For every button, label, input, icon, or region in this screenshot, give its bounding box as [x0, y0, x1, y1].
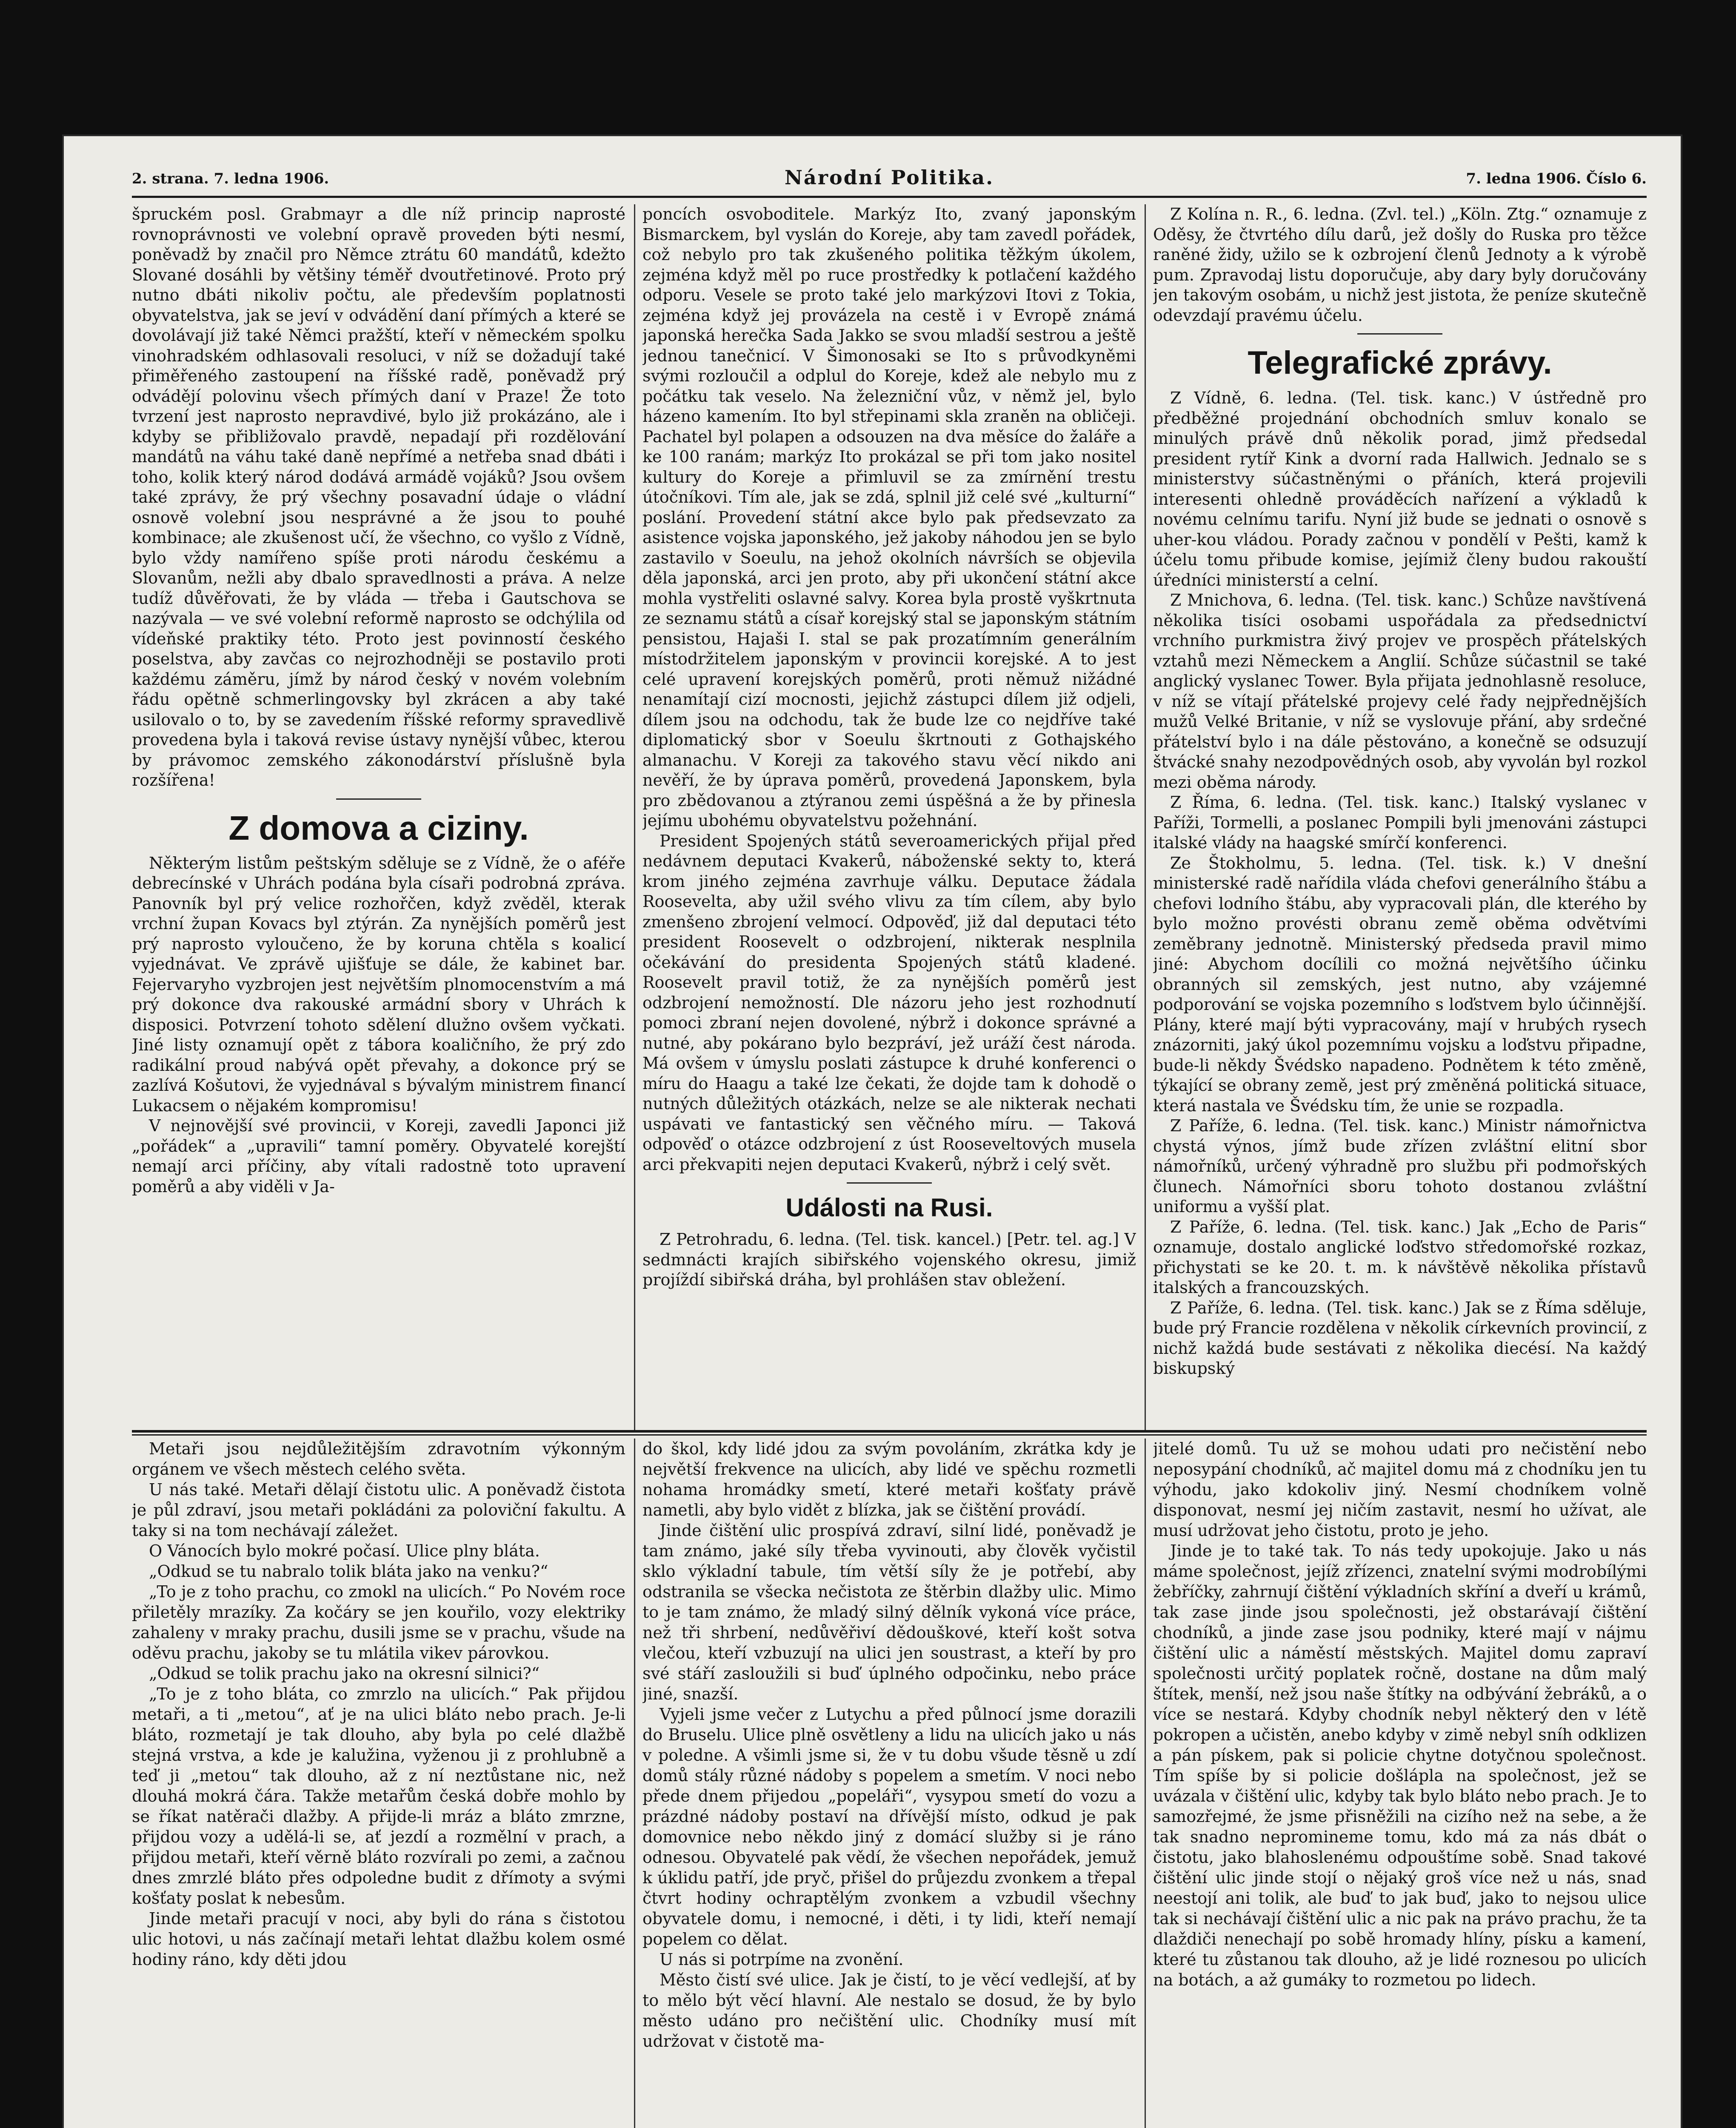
feuilleton-paragraph: „Odkud se tu nabralo tolik bláta jako na venku?“	[149, 1562, 548, 1581]
section-heading-domova: Z domova a ciziny.	[228, 809, 529, 847]
column-2	[642, 204, 1136, 1430]
telegram-paragraph: Z Paříže, 6. ledna. (Tel. tisk. kanc.) Jak se z Říma sděluje, bude prý Francie rozdělena v několik církevních provincií, z nichž každá bude sestávati z několika diecésí. Na každý biskupský	[1153, 1298, 1647, 1378]
feuilleton-paragraph: U nás také. Metaři dělají čistotu ulic. A poněvadž čistota je půl zdraví, jsou metaři pokládáni za poloviční fakultu. A taky si na tom nechávají záležet.	[132, 1480, 625, 1540]
feuilleton-paragraph: Jinde metaři pracují v noci, aby byli do rána s čistotou ulic hotovi, u nás začínají metaři lehtat dlažbu kolem osmé hodiny ráno, kdy děti jdou	[132, 1909, 625, 1969]
feuilleton-paragraph: Metaři jsou nejdůležitějším zdravotním výkonným orgánem ve všech městech celého světa.	[132, 1439, 625, 1479]
masthead-title: Národní Politika.	[784, 166, 994, 189]
article-paragraph: V nejnovější své provincii, v Koreji, zavedli Japonci již „pořádek“ a „upravili“ tamní poměry. Obyvatelé korejští nemají arci příčiny, aby vítali radostně toto upravení poměrů a aby viděli v Ja-	[132, 1116, 625, 1196]
newspaper-page	[64, 136, 1681, 2128]
telegram-paragraph: Ze Štokholmu, 5. ledna. (Tel. tisk. k.) V dnešní ministerské radě nařídila vláda chefovi generálního štábu a chefovi lodního štábu, aby vypracovali plán, dle kterého by bylo možno provésti obranu země oběma odvětvími zeměbrany jednotně. Ministerský předseda pravil mimo jiné: Abychom docílili co možná největšího účinku obranných sil zemských, jest nutno, aby vzájemné podporování se vojska pozemního s loďstvem bylo účinnější. Plány, které mají býti vypracovány, mají v hrubých rysech znázorniti, jaký úkol pozemnímu vojsku a loďstvu připadne, bude-li někdy Švédsko napadeno. Podnětem k této změně, týkající se obrany země, jest prý změněná politická situace, která nastala ve Švédsku tím, že unie se rozpadla.	[1153, 853, 1647, 1115]
feuilleton-paragraph: „Odkud se tolik prachu jako na okresní silnici?“	[149, 1664, 540, 1683]
telegram-paragraph: Z Paříže, 6. ledna. (Tel. tisk. kanc.) Ministr námořnictva chystá výnos, jímž bude zřízen zvláštní elitní sbor námořníků, určený výhradně pro službu při podmořských člunech. Námořníci sboru tohoto dostanou zvláštní uniformu a vyšší plat.	[1153, 1116, 1647, 1216]
feuilleton-column-2	[642, 1439, 1136, 2128]
section-divider	[336, 798, 421, 800]
feuilleton-column-1	[132, 1439, 625, 2128]
column-divider	[634, 1439, 635, 2128]
column-1	[132, 204, 625, 1430]
article-paragraph: poncích osvoboditele. Markýz Ito, zvaný japonským Bismarckem, byl vyslán do Koreje, aby tam zavedl pořádek, což nebylo pro tak zkušeného politika těžkým úkolem, zejména když měl po ruce prostředky k potlačení každého odporu. Vesele se proto také jelo markýzovi Itovi z Tokia, zejména když jej provázela na cestě i v Evropě známá japonská herečka Sada Jakko se svou mladší sestrou a ještě jednou tanečnicí. V Šimonosaki se Ito s průvodkyněmi svými rozloučil a odplul do Koreje, kdež ale nebylo mu z počátku tak veselo. Na železniční vůz, v němž jel, bylo házeno kamením. Ito byl střepinami skla zraněn na obličeji. Pachatel byl polapen a odsouzen na dva měsíce do žaláře a ke 100 ranám; markýz Ito prokázal se při tom jako nositel kultury do Koreje a přimluvil se za zmírnění trestu útočníkovi. Tím ale, jak se zdá, splnil již celé své „kulturní“ poslání. Provedení státní akce bylo pak předsevzato za asistence vojska japonského, jež jakoby náhodou jen se bylo zastavilo v Soeulu, na jehož okolních návrších se objevila děla japonská, arci jen proto, aby při ukončení státní akce mohla vystřeliti oslavné salvy. Korea byla prostě vyškrtnuta ze seznamu států a císař korejský stal se japonským státním pensistou, Hajaši I. stal se pak prozatímním generálním místodržitelem japonským v provincii korejské. A to jest celé upravení korejských poměrů, proti němuž nižádné nenamítají cizí mocnosti, jejichž zástupci dílem již odjeli, dílem jsou na odchodu, tak že bude lze co nejdříve také diplomatický sbor v Soeulu škrtnouti z Gothajského almanachu. V Koreji za takového stavu věcí nikdo ani nevěří, že by úprava poměrů, provedená Japonskem, byla pro zbědovanou a ztýranou zemi úspěšná a že by přinesla jejímu ubohému obyvatelstvu požehnání.	[642, 205, 1136, 830]
telegram-paragraph: Z Mnichova, 6. ledna. (Tel. tisk. kanc.) Schůze navštívená několika tisíci osobami uspořádala za předsednictví vrchního purkmistra živý projev ve prospěch přátelských vztahů mezi Německem a Anglií. Schůze súčastnil se také anglický vyslanec Tower. Byla přijata jednohlasně resoluce, v níž se vítají přátelské projevy celé řady nejpřednějších mužů Velké Britanie, v níž se vyslovuje přání, aby srdečné přátelství bylo i na dále pěstováno, a konečně se odsuzují štvácké snahy nezodpovědných osob, aby vyvolán byl rozkol mezi oběma národy.	[1153, 591, 1647, 792]
column-divider	[634, 204, 635, 1430]
telegram-paragraph: Z Říma, 6. ledna. (Tel. tisk. kanc.) Italský vyslanec v Paříži, Tormelli, a poslanec Pompili byli jmenováni zástupci italské vlády na haagské smírčí konferenci.	[1153, 793, 1647, 852]
article-paragraph: President Spojených států severoamerických přijal před nedávnem deputaci Kvakerů, náboženské sekty to, která krom jiného zejména zavrhuje válku. Deputace žádala Roosevelta, aby užil svého vlivu za tím cílem, aby bylo zmenšeno zbrojení velmocí. Odpověď, již dal deputaci této president Roosevelt o odzbrojení, nikterak nesplnila očekávání do presidenta Spojených států kladené. Roosevelt pravil totiž, že za nynějších poměrů jest odzbrojení nemožností. Dle názoru jeho jest rozhodnutí pomoci zbraní nejen dovolené, nýbrž i dokonce správné a nutné, aby pokárano bylo bezpráví, jež uráží čest národa. Má ovšem v úmyslu poslati zástupce k druhé konferenci o míru do Haagu a také lze čekati, že dojde tam k dohodě o nutných důležitých otázkách, nelze se ale nikterak nechati uspávati ve fantastický sen věčného míru. — Taková odpověď o otázce odzbrojení z úst Rooseveltových musela arci překvapiti nejen deputaci Kvakerů, nýbrž i celý svět.	[642, 831, 1136, 1174]
article-paragraph: Z Petrohradu, 6. ledna. (Tel. tisk. kancel.) [Petr. tel. ag.] V sedmnácti krajích sibiřského vojenského okresu, jimiž projíždí sibiřská dráha, byl prohlášen stav obležení.	[642, 1230, 1136, 1289]
feuilleton-column-3	[1153, 1439, 1647, 2128]
feuilleton-paragraph: Město čistí své ulice. Jak je čistí, to je věcí vedlejší, ať by to mělo být věcí hlavní. Ale nestalo se dosud, že by bylo město udáno pro nečištění ulic. Chodníky musí mít udržovat v čistotě ma-	[642, 1971, 1136, 2051]
column-divider	[1145, 204, 1146, 1430]
feuilleton-paragraph: „To je z toho bláta, co zmrzlo na ulicích.“ Pak přijdou metaři, a ti „metou“, ať je na ulici bláto nebo prach. Je-li bláto, rozmetají je tak dlouho, aby byla po celé dlažbě stejná vrstva, a kde je kalužina, vyženou ji z prohlubně a teď ji „metou“ tak dlouho, až z ní neztůstane nic, než dlouhá mokrá čára. Takže metařům česká dobře mohlo by se říkat natěrači dlažby. A přijde-li mráz a bláto zmrzne, přijdou vozy a udělá-li se, ať jezdí a rozmělní v prach, a přijdou metaři, kteří věrně bláto rozvírali po zemi, a začnou dnes zmrzlé bláto přes odpoledne budit z dřímoty a svými košťaty poslat k nebesům.	[132, 1685, 625, 1908]
telegram-paragraph: Z Paříže, 6. ledna. (Tel. tisk. kanc.) Jak „Echo de Paris“ oznamuje, dostalo anglické loďstvo středomořské rozkaz, přichystati se ke 20. t. m. k návštěvě několika přístavů italských a francouzských.	[1153, 1217, 1647, 1297]
section-divider	[847, 1182, 932, 1184]
section-heading-telegraficke: Telegrafické zprávy.	[1248, 345, 1552, 381]
feuilleton-paragraph: Vyjeli jsme večer z Lutychu a před půlnocí jsme dorazili do Bruselu. Ulice plně osvětleny a lidu na ulicích jako u nás v poledne. A všimli jsme si, že v tu dobu všude těsně u zdí domů stály různé nádoby s popelem a smetím. V noci nebo přede dnem přijedou „popeláři“, vysypou smetí do vozu a prázdné nádoby postaví na dřívější místo, odkud je pak domovnice nebo někdo jiný z domácí služby si je ráno odnesou. Obyvatelé pak vědí, že všechen nepořádek, jemuž k úklidu patří, jde pryč, přišel do průjezdu zvonkem a třepal čtvrt hodiny ochraptělým zvonkem a vzbudil všechny obyvatele domu, i nemocné, i děti, i ty lidi, kteří nemají popelem co dělat.	[642, 1705, 1136, 1948]
feuilleton-rule-top	[132, 1430, 1647, 1433]
feuilleton-paragraph: jitelé domů. Tu už se mohou udati pro nečistění nebo neposypání chodníků, ač majitel domu má z chodníku jen tu výhodu, jako kdokoliv jiný. Nesmí chodníkem volně disponovat, nesmí jej ničím zastavit, nesmí ho užívat, ale musí udržovat jeho čistotu, proto je jeho.	[1153, 1439, 1647, 1540]
article-paragraph: Některým listům peštským sděluje se z Vídně, že o aféře debrecínské v Uhrách podána byla císaři podrobná zpráva. Panovník byl prý velice rozhořčen, když zvěděl, kterak vrchní župan Kovacs byl ztýrán. Za nynějších poměrů jest prý naprosto vyloučeno, že by koruna chtěla s koalicí vyjednávat. Ve zprávě ujišťuje se dále, že kabinet bar. Fejervaryho vyzbrojen jest největším plnomocenstvím a má prý dokonce dva rakouské armádní sbory v Uhrách k disposici. Potvrzení tohoto sdělení dlužno ovšem vyčkati. Jiné listy oznamují opět z tábora koaličního, že prý zdo radikální proud nabývá opět převahy, a dokonce prý se zazlívá Košutovi, že vyjednával s bývalým ministrem financí Lukacsem o nějakém kompromisu!	[132, 853, 625, 1115]
feuilleton-paragraph: „To je z toho prachu, co zmokl na ulicích.“ Po Novém roce přiletěly mrazíky. Za kočáry se jen kouřilo, vozy elektriky zahaleny v mraky prachu, dusili jsme se v prachu, všude na oděvu prachu, jakoby se tu mlátila vikev párovkou.	[132, 1582, 625, 1662]
column-divider	[1145, 1439, 1146, 2128]
column-3	[1153, 204, 1647, 1430]
telegram-paragraph: Z Vídně, 6. ledna. (Tel. tisk. kanc.) V ústředně pro předběžné projednání obchodních smluv konalo se minulých právě dnů několik porad, jimž předsedal president rytíř Kink a dvorní rada Hallwich. Jednalo se s ministerstvy súčastněnými o přáních, která projevili interesenti ohledně prováděcích nařízení a výkladů k novému celnímu tarifu. Nyní již bude se jednati o osnově s uher-kou vládou. Porady začnou v pondělí v Pešti, kamž k účelu tomu přibude komise, jejímiž členy budou rakouští úředníci ministerstí a celní.	[1153, 389, 1647, 589]
page-header	[132, 166, 1647, 196]
header-right: 7. ledna 1906. Číslo 6.	[1466, 170, 1647, 187]
feuilleton-paragraph: do škol, kdy lidé jdou za svým povoláním, zkrátka kdy je největší frekvence na ulicích, aby lidé ve spěchu rozmetli nohama hromádky smetí, které metaři košťaty právě nametli, aby bylo vidět z blízka, jak se čištění provádí.	[642, 1439, 1136, 1519]
section-divider	[1357, 333, 1442, 335]
feuilleton-paragraph: U nás si potrpíme na zvonění.	[660, 1950, 904, 1969]
article-paragraph: špruckém posl. Grabmayr a dle níž princip naprosté rovnoprávnosti ve volební opravě proveden býti nesmí, poněvadž by značil pro Němce ztrátu 60 mandátů, kdežto Slované dosáhli by většiny téměř dvoutřetinové. Proto prý nutno dbáti nikoliv počtu, ale především poplatnosti obyvatelstva, jak se jeví v odvádění daní přímých a které se dovolávají již také Němci pražští, kteří v německém spolku vinohradském odhlasovali resoluci, v níž se dožadují také přiměřeného zastoupení na říšské radě, poněvadž prý odvádějí polovinu všech přímých daní v Praze! Že toto tvrzení jest naprosto nepravdivé, bylo již prokázáno, ale i kdyby se přibližovalo pravdě, nepadají při rozdělování mandátů na váhu také daně nepřímé a netřeba snad dbáti i toho, kolik který národ dodává armádě vojáků? Jsou ovšem také zprávy, že prý všechny posavadní údaje o vládní osnově volební jsou nesprávné a že jsou to pouhé kombinace; ale zkušenost učí, že všechno, co vyšlo z Vídně, bylo vždy namířeno spíše proti národu českému a Slovanům, nežli aby dbalo spravedlnosti a práva. A nelze tudíž důvěřovati, že by vláda — třeba i Gautschova se nazývala — ve své volební reformě naprosto se odchýlila od vídeňské praktiky této. Proto jest povinností českého poselstva, aby zavčas co nejrozhodněji se postavilo proti každému záměru, jímž by národ český v novém volebním řádu opětně schmerlingovsky byl zkrácen a aby také usilovalo o to, by se zavedením říšské reformy spravedlivě provedena byla i taková revise ústavy nynější vůbec, kterou by právomoc zemského zákonodárství příslušně byla rozšířena!	[132, 205, 625, 789]
feuilleton-paragraph: Jinde čištění ulic prospívá zdraví, silní lidé, poněvadž je tam známo, jaké síly třeba vyvinouti, aby člověk vyčistil sklo výkladní tabule, tím větší síly že je potřebí, aby odstranila se všecka nečistota ze štěrbin dlažby ulic. Mimo to je tam známo, že mladý silný dělník vykoná více práce, než tři shrbení, nedůvěřiví dědouškové, kteří košt sotva vlečou, kteří vzbuzují na ulici jen soustrast, a kteří by pro své stáří zasloužili si buď úplného odpočinku, nebo práce jiné, snazší.	[642, 1521, 1136, 1703]
article-paragraph: Z Kolína n. R., 6. ledna. (Zvl. tel.) „Köln. Ztg.“ oznamuje z Oděsy, že čtvrtého dílu darů, jež došly do Ruska pro těžce raněné židy, užilo se k ozbrojení členů Jednoty a k výrobě pum. Zpravodaj listu doporučuje, aby dary byly doručovány jen takovým osobám, u nichž jest jistota, že peníze skutečně odevzdají pravému účelu.	[1153, 205, 1647, 325]
feuilleton-rule-bottom	[132, 1434, 1647, 1436]
section-heading-rusi: Události na Rusi.	[785, 1193, 993, 1222]
feuilleton-paragraph: O Vánocích bylo mokré počasí. Ulice plny bláta.	[149, 1542, 540, 1560]
feuilleton-paragraph: Jinde je to také tak. To nás tedy upokojuje. Jako u nás máme společnost, jejíž zřízenci, znatelní svými modrobílými žebříčky, zahrnují čištění výkladních skříní a dveří u krámů, tak zase jinde jsou společnosti, jež obstarávají čištění chodníků, a jinde zase jsou podniky, které mají v nájmu čištění ulic a náměstí městských. Majitel domu zapraví společnosti určitý poplatek ročně, dostane na dům malý štítek, menší, než jsou naše štítky na odbývání žebráků, a o více se nestará. Kdyby chodník nebyl některý den v létě pokropen a učistěn, anebo kdyby v zimě nebyl sníh odklizen a pán pískem, pak si policie chytne dotyčnou společnost. Tím spíše by si policie došlápla na společnost, jež se uvázala v čištění ulic, kdyby tak bylo bláto nebo prach. Je to samozřejmé, že jsme přisněžili na cizího než na sebe, a že tak snadno nepromineme tomu, kdo má za nás dbát o čistotu, jako blahoslenému odpouštíme sobě. Snad takové čištění ulic jinde stojí o nějaký groš více než u nás, snad neestojí ani tolik, ale buď to jak buď, jako to nejsou ulice tak si nechávají čištění ulic a nic pak na právo prachu, že ta dlaždiči nenechají po sobě hromady hlíny, písku a kamení, které tu zůstanou tak dlouho, až je lidé roznesou po ulicích na botách, a až gumáky to rozmetou po lidech.	[1153, 1542, 1647, 1989]
header-rule	[132, 196, 1647, 198]
header-left: 2. strana. 7. ledna 1906.	[132, 170, 329, 187]
